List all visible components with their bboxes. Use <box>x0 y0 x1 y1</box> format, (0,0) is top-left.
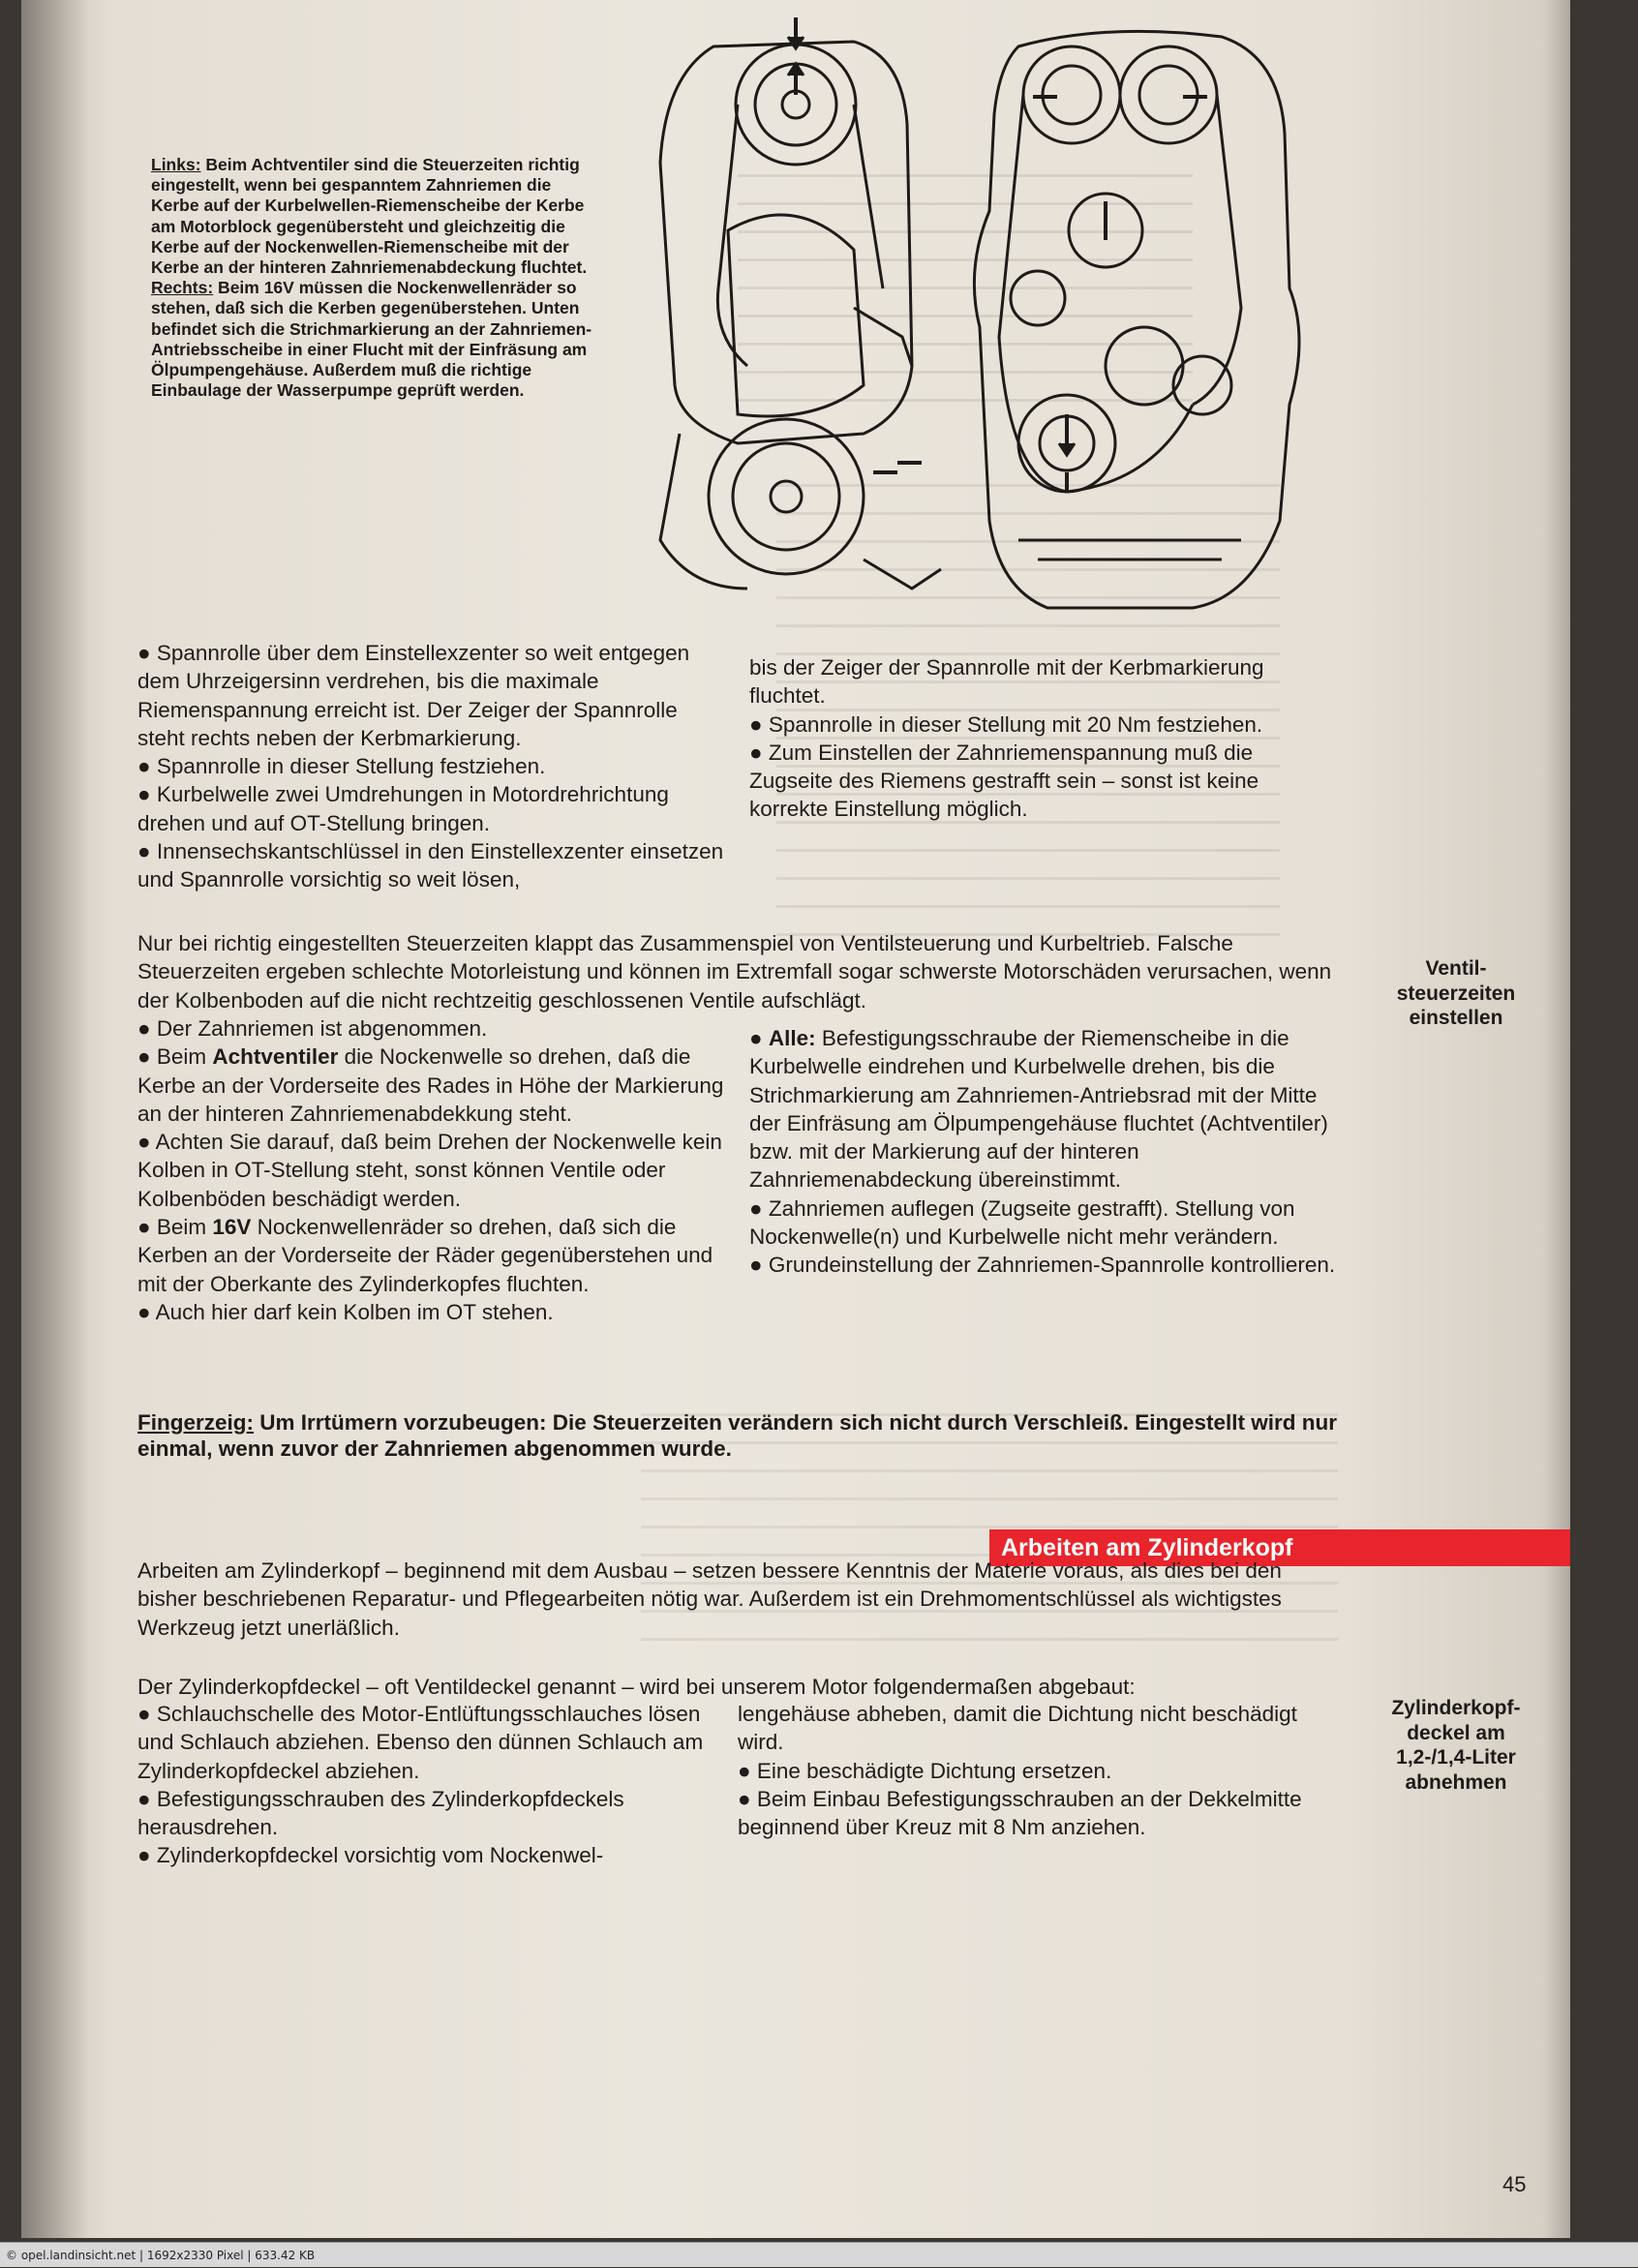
zylinderkopf-intro <box>137 1557 1338 1642</box>
scanned-page <box>21 0 1570 2238</box>
caption-rechts-text: Beim 16V müssen die Nockenwellenräder so stehen, daß sich die Kerben gegenüberstehen. Unten befindet sich die Strichmarkierung an der Zahnriemen-Antriebsscheibe in einer Flucht mit der Einfräsung am Ölpumpengehäuse. Außerdem muß die richtige Einbaulage der Wasserpumpe geprüft werden. <box>151 278 592 401</box>
section1-right-item: ● Zum Einstellen der Zahnriemenspannung muß die Zugseite des Riemens gestrafft sein – sonst ist keine korrekte Einstellung möglich. <box>749 740 1259 822</box>
steuerzeiten-intro-text: Nur bei richtig eingestellten Steuerzeiten klappt das Zusammenspiel von Ventilsteuerung und Kurbeltrieb. Falsche Steuerzeiten ergeben schlechte Motorleistung und können im Extremfall sogar schwerste Motorschäden verursachen, wenn der Kolbenboden auf die nicht rechtzeitig geschlossenen Ventile aufschlägt. <box>137 931 1332 1013</box>
bullet-text: ● Beim <box>137 1044 213 1070</box>
bullet-text: ● Beim <box>137 1215 213 1240</box>
section1-left-item: ● Spannrolle über dem Einstellexzenter so weit entgegen dem Uhrzeigersinn verdrehen, bis die maximale Riemenspannung erreicht ist. Der Zeiger der Spannrolle steht rechts neben der Kerbmarkierung. <box>137 641 690 750</box>
keyword-achtventiler: Achtventiler <box>212 1044 339 1070</box>
section3-right-item: ● Eine beschädigte Dichtung ersetzen. <box>738 1758 1112 1783</box>
engine-16v-drawing <box>974 31 1299 608</box>
section2-left-item: ● Achten Sie darauf, daß beim Drehen der Nockenwelle kein Kolben in OT-Stellung steht, sonst können Ventile oder Kolbenböden beschädigt werden. <box>137 1130 722 1211</box>
section2-left-column <box>137 1014 730 1326</box>
zylinderkopf-intro-text: Arbeiten am Zylinderkopf – beginnend mit dem Ausbau – setzen bessere Kenntnis der Materie voraus, als dies bei den bisher beschriebenen Reparatur- und Pflegearbeiten nötig war. Außerdem ist ein Drehmomentschlüssel als wichtigstes Werkzeug jetzt unerläßlich. <box>137 1558 1282 1640</box>
figure-caption <box>151 155 592 401</box>
caption-links-label: Links: <box>151 155 201 174</box>
bullet-text: die Nockenwelle so drehen, daß die Kerbe an der Vorderseite des Rades in Höhe der Markierung an der hinteren Zahnriemenabdekkung steht. <box>137 1044 724 1126</box>
keyword-alle: Alle: <box>768 1026 816 1050</box>
page-number: 45 <box>1502 2172 1527 2196</box>
section3-left-item: ● Zylinderkopfdeckel vorsichtig vom Nockenwel- <box>137 1843 604 1868</box>
engine-8v-drawing <box>660 17 941 589</box>
section1-right-column <box>749 653 1338 824</box>
section2-left-item: ● Auch hier darf kein Kolben im OT stehen. <box>137 1299 554 1324</box>
section2-right-item: ● Zahnriemen auflegen (Zugseite gestrafft). Stellung von Nockenwelle(n) und Kurbelwelle nicht mehr verändern. <box>749 1195 1295 1250</box>
bullet-text: Befestigungsschraube der Riemenscheibe in die Kurbelwelle eindrehen und Kurbelwelle drehen, bis die Strichmarkierung am Zahnriemen-Antriebsrad mit der Mitte der Einfräsung am Ölpumpengehäuse fluchtet (Achtventiler) bzw. mit der Markierung auf der hinteren Zahnriemenabdeckung übereinstimmt. <box>749 1026 1328 1193</box>
section-header-zylinderkopf: Arbeiten am Zylinderkopf <box>989 1529 1570 1566</box>
fingerzeig-note <box>137 1409 1338 1462</box>
section3-left-item: ● Befestigungsschrauben des Zylinderkopfdeckels herausdrehen. <box>137 1786 624 1840</box>
bullet-text: ● <box>749 1026 769 1050</box>
section1-left-item: ● Innensechskantschlüssel in den Einstellexzenter einsetzen und Spannrolle vorsichtig so weit lösen, <box>137 839 724 892</box>
section1-left-item: ● Kurbelwelle zwei Umdrehungen in Motordrehrichtung drehen und auf OT-Stellung bringen. <box>137 782 669 835</box>
zylinderkopfdeckel-intro-text: Der Zylinderkopfdeckel – oft Ventildeckel genannt – wird bei unserem Motor folgendermaßen abgebaut: <box>137 1675 1136 1699</box>
zylinderkopfdeckel-intro <box>137 1673 1338 1701</box>
image-info-footer: © opel.landinsicht.net | 1692x2330 Pixel | 633.42 KB <box>0 2242 1638 2267</box>
section2-left-item <box>137 1043 730 1128</box>
fingerzeig-text: Um Irrtümern vorzubeugen: Die Steuerzeiten verändern sich nicht durch Verschleiß. Eingestellt wird nur einmal, wenn zuvor der Zahnriemen abgenommen wurde. <box>137 1410 1338 1461</box>
caption-rechts-label: Rechts: <box>151 278 214 298</box>
section3-right-item: ● Beim Einbau Befestigungsschrauben an der Dekkelmitte beginnend über Kreuz mit 8 Nm anziehen. <box>738 1786 1302 1840</box>
margin-label-zylinderkopfdeckel: Zylinderkopf- deckel am 1,2-/1,4-Liter abnehmen <box>1391 1697 1521 1794</box>
section1-right-item: bis der Zeiger der Spannrolle mit der Kerbmarkierung fluchtet. <box>749 655 1264 709</box>
bullet-text: Nockenwellenräder so drehen, daß sich die Kerben an der Vorderseite der Räder gegenüberstehen und mit der Oberkante des Zylinderkopfes fluchten. <box>137 1215 713 1296</box>
steuerzeiten-intro <box>137 929 1338 1014</box>
fingerzeig-label: Fingerzeig: <box>137 1410 255 1435</box>
section1-right-item: ● Spannrolle in dieser Stellung mit 20 Nm festziehen. <box>749 711 1263 737</box>
section2-right-item <box>749 1024 1338 1194</box>
page-edge-shadow <box>1543 0 1570 2238</box>
section2-right-column <box>749 1024 1338 1280</box>
section3-left-column <box>137 1700 730 1870</box>
section2-right-item: ● Grundeinstellung der Zahnriemen-Spannrolle kontrollieren. <box>749 1253 1336 1278</box>
section1-left-item: ● Spannrolle in dieser Stellung festziehen. <box>137 754 546 779</box>
section3-right-column <box>738 1700 1338 1841</box>
caption-links-text: Beim Achtventiler sind die Steuerzeiten richtig eingestellt, wenn bei gespanntem Zahnriemen die Kerbe auf der Kurbelwellen-Riemenscheibe der Kerbe am Motorblock gegenübersteht und gleichzeitig die Kerbe auf der Nockenwellen-Riemenscheibe mit der Kerbe an der hinteren Zahnriemenabdeckung fluchtet. <box>151 155 588 278</box>
section3-left-item: ● Schlauchschelle des Motor-Entlüftungsschlauches lösen und Schlauch abziehen. Ebenso den dünnen Schlauch am Zylinderkopfdeckel abziehen. <box>137 1702 704 1783</box>
section2-left-item: ● Der Zahnriemen ist abgenommen. <box>137 1016 488 1041</box>
section1-left-column <box>137 639 730 894</box>
margin-label-ventilsteuerzeiten: Ventil- steuerzeiten einstellen <box>1396 957 1516 1029</box>
keyword-16v: 16V <box>212 1215 252 1240</box>
engine-timing-diagram <box>622 17 1357 622</box>
section3-right-item: lengehäuse abheben, damit die Dichtung nicht beschädigt wird. <box>738 1702 1297 1755</box>
section2-left-item <box>137 1213 730 1298</box>
gutter-shadow <box>21 0 89 2238</box>
